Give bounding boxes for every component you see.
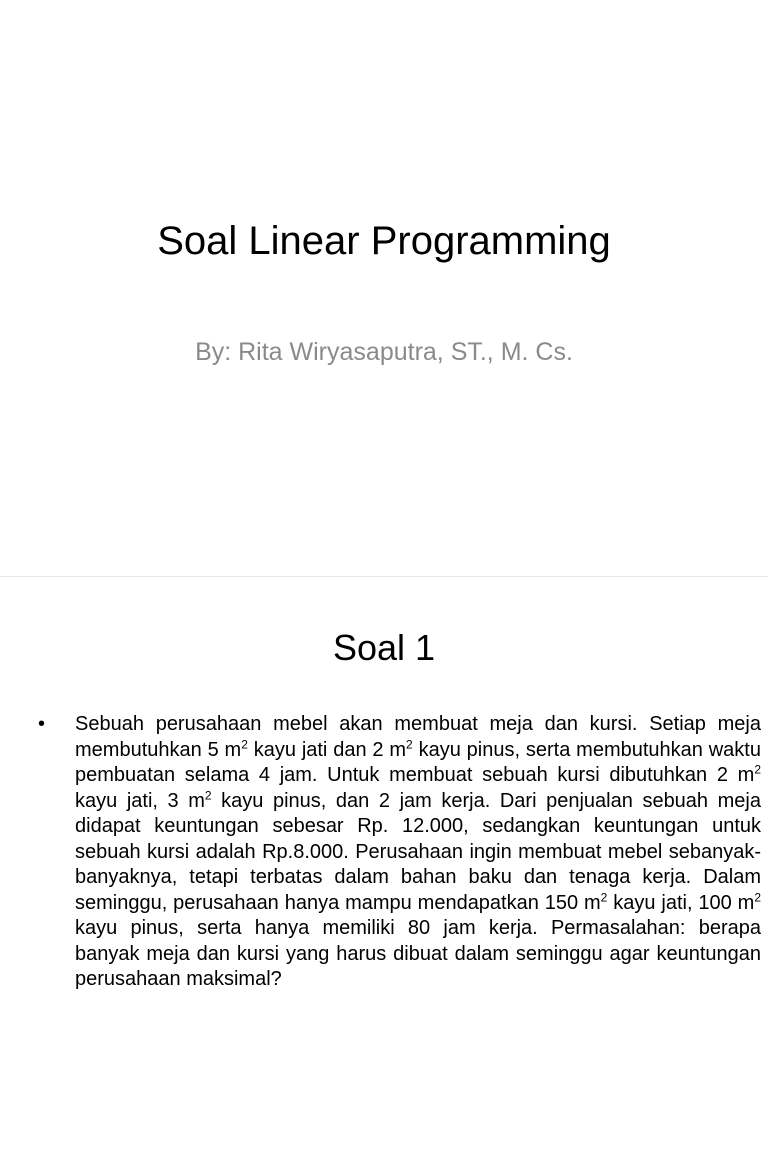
text-part: kayu jati, 100 m [607,891,755,914]
presentation-title: Soal Linear Programming [157,219,611,263]
slide-title: Soal 1 [332,627,436,668]
problem-paragraph [75,712,761,993]
bullet-marker: • [38,713,46,735]
text-part: Sebuah perusahaan mebel akan membuat meja dan kursi. Setiap meja membutuhkan 5 m [75,713,761,761]
superscript: 2 [241,736,248,751]
text-part: kayu jati, 3 m [75,789,205,812]
author-subtitle: By: Rita Wiryasaputra, ST., M. Cs. [195,338,573,366]
superscript: 2 [754,889,762,904]
text-part: kayu pinus, serta hanya memiliki 80 jam kerja. Permasalahan: berapa banyak meja dan kursi yang harus dibuat dalam seminggu agar keuntungan perusahaan maksimal? [75,917,761,990]
superscript: 2 [204,787,212,802]
superscript: 2 [754,762,761,777]
superscript: 2 [600,889,608,904]
text-part: kayu pinus, serta membutuhkan waktu pembuatan selama 4 jam. Untuk membuat sebuah kursi dibutuhkan 2 m [75,738,761,786]
title-slide [0,0,768,576]
content-slide [0,576,768,1153]
text-part: kayu jati dan 2 m [247,738,407,761]
superscript: 2 [406,736,413,751]
text-part: kayu pinus, dan 2 jam kerja. Dari penjualan sebuah meja didapat keuntungan sebesar Rp. 12.000, sedangkan keuntungan untuk sebuah kursi adalah Rp.8.000. Perusahaan ingin membuat mebel sebanyak-banyaknya, tetapi terbatas dalam bahan baku dan tenaga kerja. Dalam seminggu, perusahaan hanya mampu mendapatkan 150 m [75,789,761,914]
